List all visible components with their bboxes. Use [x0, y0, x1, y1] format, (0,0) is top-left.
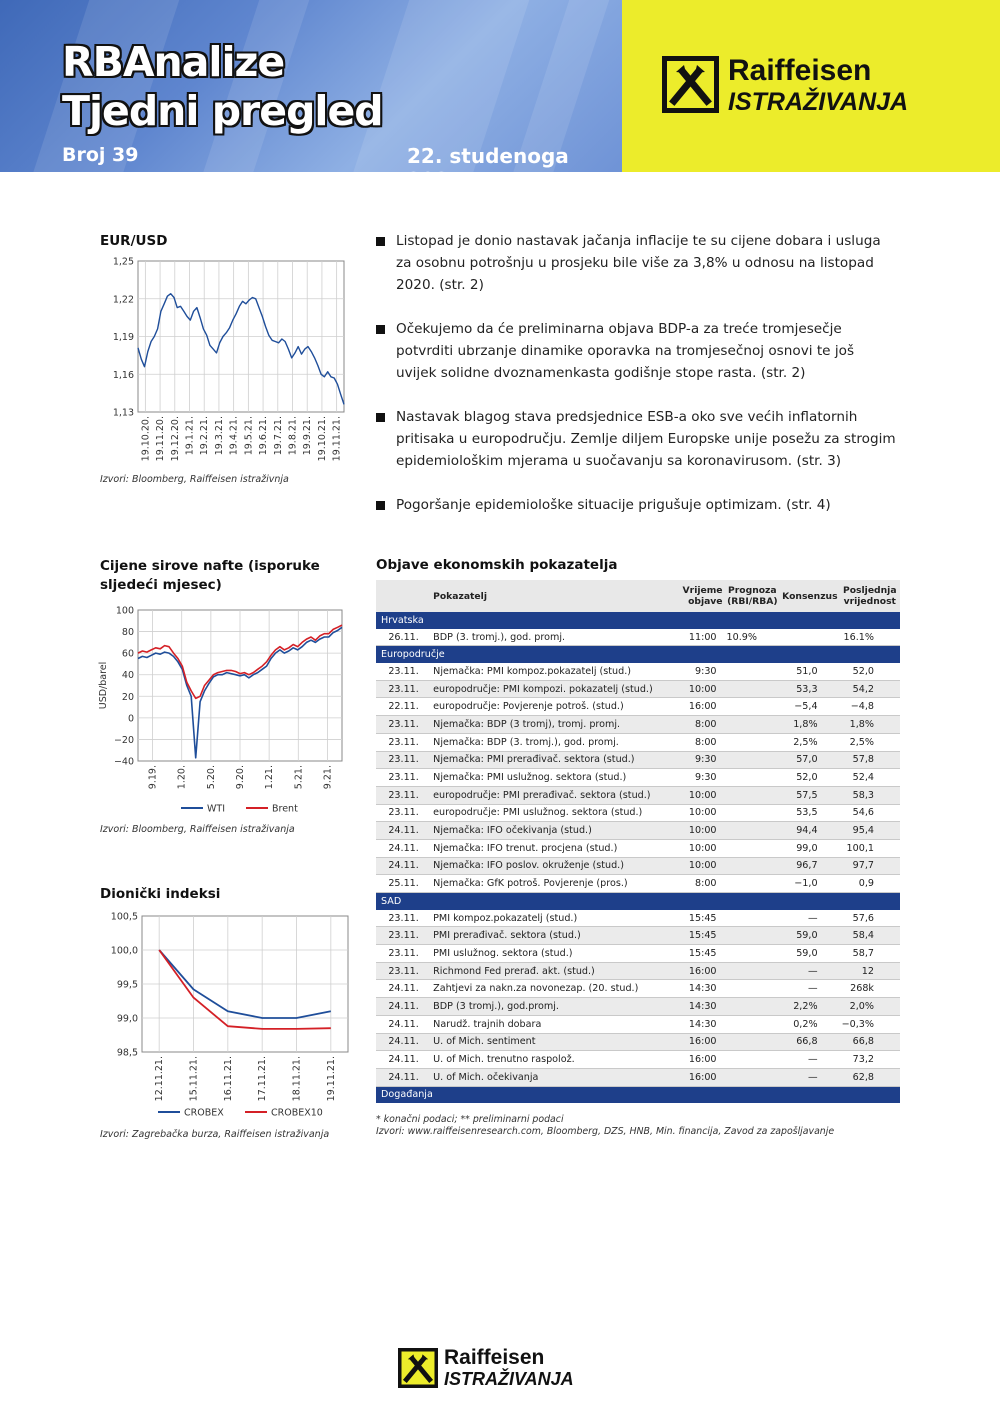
col-indicator-header: Pokazatelj — [431, 580, 661, 612]
y-tick-label: −40 — [113, 756, 134, 768]
cell-consensus: 66,8 — [780, 1033, 839, 1051]
legend-label: WTI — [207, 803, 225, 815]
cell-last: 52,0 — [840, 663, 900, 680]
table-row — [376, 751, 900, 769]
cell-date: 25.11. — [376, 875, 431, 893]
cell-last: 58,7 — [840, 945, 900, 963]
y-tick-label: 1,22 — [112, 294, 134, 306]
cell-indicator: U. of Mich. sentiment — [431, 1033, 661, 1051]
cell-date: 22.11. — [376, 698, 431, 716]
cell-date: 23.11. — [376, 804, 431, 822]
key-point: Listopad je donio nastavak jačanja inflacije te su cijene dobara i usluga za osobnu potrošnju u prosjeku bile više za 3,8% u odnosu na listopad 2020. (str. 2) — [376, 230, 896, 296]
x-tick-label: 19.5.21. — [243, 416, 255, 456]
section-label: Europodručje — [376, 646, 900, 663]
x-tick-label: 19.6.21. — [258, 416, 270, 456]
cell-forecast — [725, 998, 781, 1016]
cell-consensus: — — [780, 962, 839, 980]
cell-last: 54,6 — [840, 804, 900, 822]
cell-time: 8:00 — [661, 733, 725, 751]
cell-date: 23.11. — [376, 769, 431, 787]
cell-last: 0,9 — [840, 875, 900, 893]
key-points-list — [376, 230, 896, 516]
x-tick-label: 19.3.21. — [213, 416, 225, 456]
legend-label: CROBEX10 — [271, 1107, 323, 1119]
cell-indicator: Richmond Fed prerađ. akt. (stud.) — [431, 962, 661, 980]
cell-time: 14:30 — [661, 1015, 725, 1033]
cell-consensus — [780, 629, 839, 646]
cell-time: 16:00 — [661, 1051, 725, 1069]
cell-last: −0,3% — [840, 1015, 900, 1033]
cell-time: 15:45 — [661, 910, 725, 927]
cell-date: 24.11. — [376, 1033, 431, 1051]
cell-indicator: Njemačka: IFO poslov. okruženje (stud.) — [431, 857, 661, 875]
report-title-line1: RBAnalize — [62, 38, 285, 86]
table-row — [376, 769, 900, 787]
cell-consensus: 57,5 — [780, 786, 839, 804]
y-tick-label: 0 — [127, 713, 134, 725]
x-tick-label: 19.8.21. — [287, 416, 299, 456]
cell-forecast — [725, 839, 781, 857]
raiffeisen-footer-logo-icon — [398, 1348, 438, 1388]
section-label: SAD — [376, 893, 900, 910]
y-tick-label: 98,5 — [116, 1047, 138, 1059]
table-row — [376, 1051, 900, 1069]
cell-last: 16.1% — [840, 629, 900, 646]
bullet-square-icon — [376, 501, 385, 510]
y-tick-label: 100,5 — [110, 911, 138, 923]
table-notes — [376, 1114, 834, 1138]
logo-brand-name: Raiffeisen — [728, 54, 872, 87]
table-row — [376, 1033, 900, 1051]
cell-forecast — [725, 962, 781, 980]
y-tick-label: 1,25 — [112, 256, 134, 268]
cell-consensus: 57,0 — [780, 751, 839, 769]
eurusd-source: Izvori: Bloomberg, Raiffeisen istraživnja — [100, 474, 289, 485]
legend-label: CROBEX — [184, 1107, 224, 1119]
cell-date: 24.11. — [376, 1051, 431, 1069]
x-tick-label: 19.4.21. — [228, 416, 240, 456]
cell-consensus: 51,0 — [780, 663, 839, 680]
x-tick-label: 1.21. — [264, 765, 276, 790]
x-tick-label: 5.21. — [293, 765, 305, 790]
cell-last: 52,4 — [840, 769, 900, 787]
x-tick-label: 1.20. — [176, 765, 188, 790]
header-banner — [0, 0, 622, 192]
cell-last: 12 — [840, 962, 900, 980]
cell-time: 16:00 — [661, 698, 725, 716]
x-tick-label: 9.21. — [322, 765, 334, 790]
cell-date: 23.11. — [376, 663, 431, 680]
cell-forecast — [725, 1033, 781, 1051]
y-tick-label: 99,0 — [116, 1013, 138, 1025]
y-tick-label: 40 — [121, 670, 134, 682]
table-row — [376, 822, 900, 840]
cell-indicator: BDP (3. tromj.), god. promj. — [431, 629, 661, 646]
cell-consensus: 52,0 — [780, 769, 839, 787]
y-tick-label: 100,0 — [110, 945, 138, 957]
x-tick-label: 9.20. — [235, 765, 246, 790]
x-tick-label: 19.1.21. — [184, 416, 196, 456]
table-row — [376, 839, 900, 857]
footer-logo — [398, 1348, 608, 1392]
cell-consensus: 53,3 — [780, 680, 839, 698]
key-point: Očekujemo da će preliminarna objava BDP-a za treće tromjesečje potvrditi ubrzanje dinamike oporavka na tromjesečnoj osnovi te još uvijek solidne dvoznamenkasta godišnje stope rasta. (str. 2) — [376, 318, 896, 384]
cell-indicator: europodručje: PMI uslužnog. sektora (stud.) — [431, 804, 661, 822]
cell-date: 23.11. — [376, 680, 431, 698]
cell-last: 268k — [840, 980, 900, 998]
table-row — [376, 980, 900, 998]
cell-forecast — [725, 1015, 781, 1033]
cell-consensus: — — [780, 1068, 839, 1086]
y-tick-label: 99,5 — [116, 979, 138, 991]
cell-date: 24.11. — [376, 839, 431, 857]
table-row — [376, 680, 900, 698]
table-row — [376, 945, 900, 963]
section-label: Događanja — [376, 1086, 900, 1103]
col-time-header: Vrijeme objave — [661, 580, 725, 612]
cell-time: 15:45 — [661, 927, 725, 945]
cell-consensus: — — [780, 1051, 839, 1069]
x-tick-label: 19.12.20. — [169, 416, 181, 462]
logo-brand-sub: ISTRAŽIVANJA — [728, 88, 909, 116]
cell-consensus: 2,5% — [780, 733, 839, 751]
x-tick-label: 16.11.21. — [222, 1056, 234, 1102]
cell-time: 10:00 — [661, 804, 725, 822]
cell-indicator: Njemačka: BDP (3 tromj), tromj. promj. — [431, 716, 661, 734]
indicators-table — [376, 580, 900, 1103]
cell-time: 14:30 — [661, 998, 725, 1016]
bullet-square-icon — [376, 413, 385, 422]
cell-consensus: −5,4 — [780, 698, 839, 716]
x-tick-label: 19.11.21. — [331, 416, 343, 462]
cell-indicator: BDP (3 tromj.), god.promj. — [431, 998, 661, 1016]
cell-consensus: 0,2% — [780, 1015, 839, 1033]
y-tick-label: 100 — [115, 605, 134, 617]
eurusd-chart — [100, 252, 350, 467]
table-section-row — [376, 612, 900, 629]
key-point: Pogoršanje epidemiološke situacije prigušuje optimizam. (str. 4) — [376, 494, 896, 516]
cell-indicator: PMI prerađivač. sektora (stud.) — [431, 927, 661, 945]
x-tick-label: 19.7.21. — [272, 416, 284, 456]
cell-last: 57,8 — [840, 751, 900, 769]
cell-date: 23.11. — [376, 751, 431, 769]
indices-source: Izvori: Zagrebačka burza, Raiffeisen istraživanja — [100, 1129, 330, 1140]
cell-last: 57,6 — [840, 910, 900, 927]
cell-consensus: −1,0 — [780, 875, 839, 893]
cell-indicator: Njemačka: PMI kompoz.pokazatelj (stud.) — [431, 663, 661, 680]
cell-time: 14:30 — [661, 980, 725, 998]
issue-number: Broj 39 — [62, 144, 139, 166]
cell-time: 11:00 — [661, 629, 725, 646]
y-tick-label: 80 — [121, 627, 134, 639]
table-section-row — [376, 646, 900, 663]
raiffeisen-logo-icon — [662, 56, 719, 113]
x-tick-label: 19.2.21. — [199, 416, 211, 456]
cell-forecast — [725, 822, 781, 840]
y-tick-label: 1,13 — [112, 407, 134, 419]
col-consensus-header: Konsenzus — [780, 580, 839, 612]
cell-consensus: 59,0 — [780, 945, 839, 963]
cell-date: 23.11. — [376, 910, 431, 927]
table-row — [376, 804, 900, 822]
x-tick-label: 19.11.20. — [155, 416, 167, 462]
cell-consensus: — — [780, 910, 839, 927]
cell-last: 2,0% — [840, 998, 900, 1016]
cell-last: 97,7 — [840, 857, 900, 875]
table-row — [376, 629, 900, 646]
y-tick-label: 1,16 — [112, 369, 134, 381]
cell-last: 2,5% — [840, 733, 900, 751]
cell-last: 73,2 — [840, 1051, 900, 1069]
oil-chart-title: Cijene sirove nafte (isporuke sljedeći mjesec) — [100, 558, 320, 593]
cell-forecast — [725, 1051, 781, 1069]
cell-forecast — [725, 910, 781, 927]
cell-indicator: Njemačka: IFO trenut. procjena (stud.) — [431, 839, 661, 857]
cell-last: 54,2 — [840, 680, 900, 698]
table-row — [376, 927, 900, 945]
table-row — [376, 910, 900, 927]
cell-time: 10:00 — [661, 680, 725, 698]
cell-indicator: Narudž. trajnih dobara — [431, 1015, 661, 1033]
cell-forecast — [725, 980, 781, 998]
cell-consensus: 2,2% — [780, 998, 839, 1016]
cell-time: 10:00 — [661, 857, 725, 875]
cell-consensus: 53,5 — [780, 804, 839, 822]
table-header-row — [376, 580, 900, 612]
cell-consensus: — — [780, 980, 839, 998]
report-title-line2: Tjedni pregled — [62, 87, 383, 135]
cell-date: 24.11. — [376, 857, 431, 875]
oil-chart — [96, 602, 352, 818]
cell-consensus: 99,0 — [780, 839, 839, 857]
cell-time: 9:30 — [661, 751, 725, 769]
cell-time: 10:00 — [661, 839, 725, 857]
y-tick-label: −20 — [113, 734, 134, 746]
cell-last: 95,4 — [840, 822, 900, 840]
y-tick-label: 20 — [121, 691, 134, 703]
cell-time: 16:00 — [661, 962, 725, 980]
col-forecast-header: Prognoza (RBI/RBA) — [725, 580, 781, 612]
oil-source: Izvori: Bloomberg, Raiffeisen istraživanja — [100, 824, 295, 835]
legend-label: Brent — [272, 803, 298, 815]
cell-date: 24.11. — [376, 822, 431, 840]
cell-consensus: 1,8% — [780, 716, 839, 734]
indices-chart — [100, 907, 352, 1121]
cell-date: 24.11. — [376, 1015, 431, 1033]
cell-time: 9:30 — [661, 663, 725, 680]
table-row — [376, 1015, 900, 1033]
cell-time: 8:00 — [661, 716, 725, 734]
table-section-row — [376, 893, 900, 910]
cell-forecast — [725, 927, 781, 945]
table-row — [376, 716, 900, 734]
issue-date: 22. studenoga 2021. — [407, 144, 569, 192]
cell-last: 100,1 — [840, 839, 900, 857]
table-row — [376, 663, 900, 680]
cell-last: 1,8% — [840, 716, 900, 734]
eurusd-chart-title: EUR/USD — [100, 233, 168, 249]
cell-indicator: Njemačka: BDP (3. tromj.), god. promj. — [431, 733, 661, 751]
cell-date: 23.11. — [376, 733, 431, 751]
bullet-square-icon — [376, 237, 385, 246]
cell-indicator: PMI uslužnog. sektora (stud.) — [431, 945, 661, 963]
cell-indicator: Njemačka: PMI prerađivač. sektora (stud.) — [431, 751, 661, 769]
x-tick-label: 19.10.20. — [140, 416, 152, 462]
cell-forecast — [725, 945, 781, 963]
cell-indicator: Njemačka: PMI uslužnog. sektora (stud.) — [431, 769, 661, 787]
cell-time: 15:45 — [661, 945, 725, 963]
cell-forecast — [725, 680, 781, 698]
cell-time: 16:00 — [661, 1068, 725, 1086]
x-tick-label: 18.11.21. — [291, 1056, 303, 1102]
x-tick-label: 9.19. — [147, 765, 159, 790]
cell-forecast — [725, 663, 781, 680]
cell-forecast — [725, 733, 781, 751]
cell-consensus: 94,4 — [780, 822, 839, 840]
cell-indicator: Njemačka: GfK potroš. Povjerenje (pros.) — [431, 875, 661, 893]
table-row — [376, 698, 900, 716]
cell-indicator: Njemačka: IFO očekivanja (stud.) — [431, 822, 661, 840]
table-row — [376, 1068, 900, 1086]
x-tick-label: 19.11.21. — [325, 1056, 337, 1102]
cell-forecast — [725, 751, 781, 769]
cell-last: 62,8 — [840, 1068, 900, 1086]
cell-date: 26.11. — [376, 629, 431, 646]
col-last-header: Posljednja vrijednost — [840, 580, 900, 612]
x-tick-label: 19.10.21. — [316, 416, 328, 462]
table-row — [376, 786, 900, 804]
x-tick-label: 15.11.21. — [188, 1056, 200, 1102]
cell-indicator: U. of Mich. očekivanja — [431, 1068, 661, 1086]
x-tick-label: 19.9.21. — [302, 416, 314, 456]
y-tick-label: 1,19 — [112, 332, 134, 343]
cell-consensus: 59,0 — [780, 927, 839, 945]
cell-date: 24.11. — [376, 998, 431, 1016]
cell-indicator: Zahtjevi za nakn.za novonezap. (20. stud.) — [431, 980, 661, 998]
cell-forecast — [725, 804, 781, 822]
table-note-sources: Izvori: www.raiffeisenresearch.com, Bloomberg, DZS, HNB, Min. financija, Zavod za zapošljavanje — [376, 1126, 835, 1137]
table-row — [376, 857, 900, 875]
cell-date: 23.11. — [376, 945, 431, 963]
section-label: Hrvatska — [376, 612, 900, 629]
cell-consensus: 96,7 — [780, 857, 839, 875]
footer-brand-sub: ISTRAŽIVANJA — [444, 1369, 574, 1389]
col-date-header — [376, 580, 431, 612]
table-section-row — [376, 1086, 900, 1103]
x-tick-label: 5.20. — [205, 765, 217, 790]
cell-last: 58,4 — [840, 927, 900, 945]
indicators-table-title: Objave ekonomskih pokazatelja — [376, 557, 618, 573]
cell-time: 16:00 — [661, 1033, 725, 1051]
cell-time: 10:00 — [661, 786, 725, 804]
cell-date: 23.11. — [376, 962, 431, 980]
table-row — [376, 998, 900, 1016]
key-point: Nastavak blagog stava predsjednice ESB-a oko sve većih inflatornih pritisaka u europodručju. Zemlje diljem Europske unije posežu za strogim epidemiološkim mjerama u suočavanju sa koronavirusom. (str. 3) — [376, 406, 896, 472]
cell-indicator: europodručje: PMI kompozi. pokazatelj (stud.) — [431, 680, 661, 698]
cell-date: 24.11. — [376, 1068, 431, 1086]
cell-forecast — [725, 769, 781, 787]
cell-time: 8:00 — [661, 875, 725, 893]
y-axis-label: USD/barel — [98, 661, 109, 710]
table-row — [376, 733, 900, 751]
cell-date: 24.11. — [376, 980, 431, 998]
x-tick-label: 12.11.21. — [154, 1056, 166, 1102]
cell-date: 23.11. — [376, 786, 431, 804]
table-note-data: * konačni podaci; ** preliminarni podaci — [376, 1114, 564, 1125]
cell-time: 9:30 — [661, 769, 725, 787]
header-logo-panel — [622, 0, 1000, 172]
cell-indicator: U. of Mich. trenutno raspolož. — [431, 1051, 661, 1069]
cell-indicator: europodručje: PMI prerađivač. sektora (stud.) — [431, 786, 661, 804]
cell-indicator: PMI kompoz.pokazatelj (stud.) — [431, 910, 661, 927]
cell-last: 66,8 — [840, 1033, 900, 1051]
indices-chart-title: Dionički indeksi — [100, 886, 221, 902]
y-tick-label: 60 — [121, 648, 134, 660]
cell-forecast — [725, 716, 781, 734]
x-tick-label: 17.11.21. — [257, 1056, 269, 1102]
cell-forecast — [725, 698, 781, 716]
cell-forecast — [725, 786, 781, 804]
cell-last: −4,8 — [840, 698, 900, 716]
cell-forecast: 10.9% — [725, 629, 781, 646]
table-row — [376, 962, 900, 980]
footer-brand-name: Raiffeisen — [444, 1346, 545, 1369]
table-row — [376, 875, 900, 893]
cell-indicator: europodručje: Povjerenje potroš. (stud.) — [431, 698, 661, 716]
cell-date: 23.11. — [376, 716, 431, 734]
cell-forecast — [725, 857, 781, 875]
cell-forecast — [725, 875, 781, 893]
bullet-square-icon — [376, 325, 385, 334]
cell-last: 58,3 — [840, 786, 900, 804]
cell-time: 10:00 — [661, 822, 725, 840]
cell-date: 23.11. — [376, 927, 431, 945]
cell-forecast — [725, 1068, 781, 1086]
